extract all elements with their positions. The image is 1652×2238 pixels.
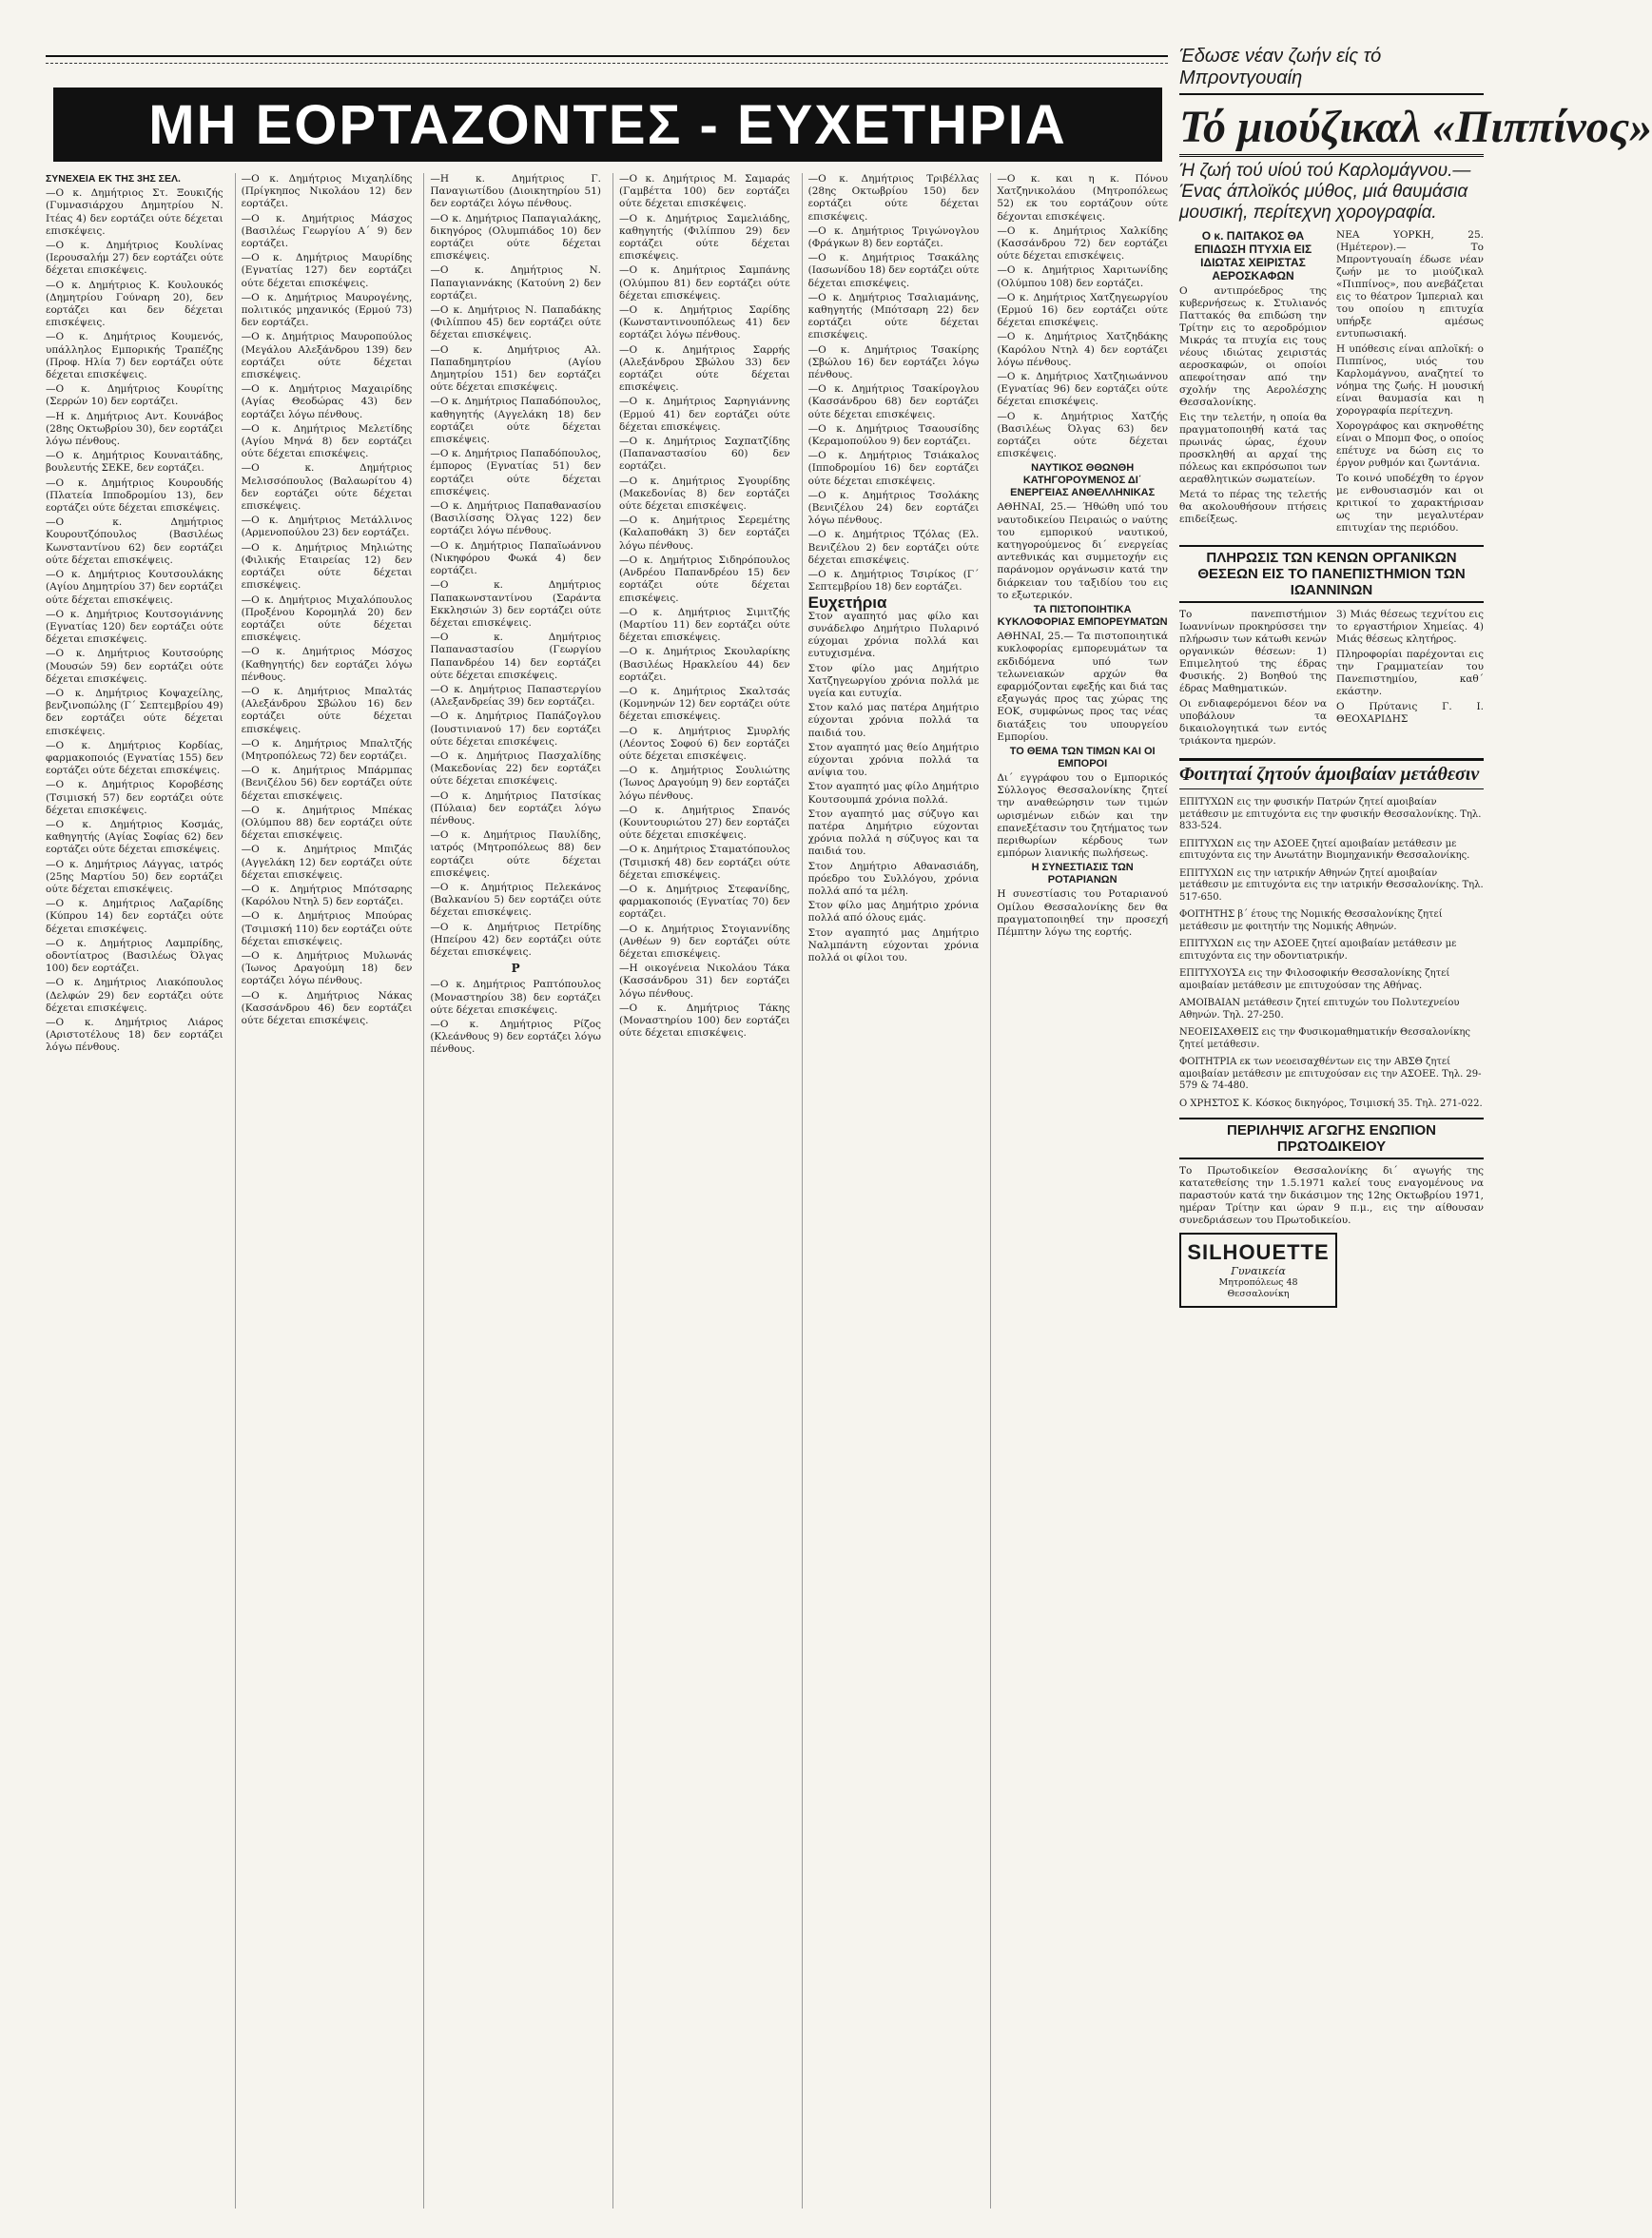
name-day-entry: Στον φίλο μας Δημήτριο χρόνια πολλά από όλους εμάς. bbox=[807, 900, 980, 924]
paragraph: Το κοινό υποδέχθη το έργον με ενθουσιασμόν και οι κριτικοί το χαρακτήρισαν ως την μεγαλυτέραν επιτυχίαν της περιόδου. bbox=[1336, 473, 1484, 534]
name-day-entry: —Ο κ. Δημήτριος Κοσμάς, καθηγητής (Αγίας Σοφίας 62) δεν εορτάζει ούτε δέχεται επισκέψεις. bbox=[46, 818, 224, 856]
name-day-entry: —Ο κ. Δημήτριος Μελισσόπουλος (Βαλαωρίτου 4) δεν εορτάζει ούτε δέχεται επισκέψεις. bbox=[241, 462, 413, 513]
name-day-entry: —Ο κ. Δημήτριος Σγουρίδης (Μακεδονίας 8) δεν εορτάζει ούτε δέχεται επισκέψεις. bbox=[619, 475, 790, 513]
name-day-entry: —Ο κ. Δημήτριος Σαρρής (Αλεξάνδρου Σβώλου 33) δεν εορτάζει ούτε δέχεται επισκέψεις. bbox=[619, 343, 790, 394]
news-headline: ΤΟ ΘΕΜΑ ΤΩΝ ΤΙΜΩΝ ΚΑΙ ΟΙ ΕΜΠΟΡΟΙ bbox=[1009, 745, 1156, 769]
classified-ad: ΦΟΙΤΗΤΡΙΑ εκ των νεοεισαχθέντων εις την ΑΒΣΘ ζητεί αμοιβαίαν μετάθεσιν με επιτυχούσαν εις την ΑΣΟΕΕ. Τηλ. 29-579 & 74-480. bbox=[1179, 1057, 1482, 1091]
news-headline: Η ΣΥΝΕΣΤΙΑΣΙΣ ΤΩΝ ΡΟΤΑΡΙΑΝΩΝ bbox=[1031, 862, 1134, 886]
notice-column-right bbox=[1336, 609, 1484, 750]
name-day-entry: —Ο κ. Δημήτριος Πασχαλίδης (Μακεδονίας 22) δεν εορτάζει ούτε δέχεται επισκέψεις. bbox=[430, 749, 601, 788]
alphabet-divider: Ρ bbox=[511, 962, 520, 976]
classified-ad: ΕΠΙΤΥΧΩΝ εις την ιατρικήν Αθηνών ζητεί αμοιβαίαν μετάθεσιν με επιτυχόντα εις την ιατρικήν Θεσσαλονίκης. Τηλ. 517-650. bbox=[1179, 867, 1484, 903]
paragraph: Χορογράφος και σκηνοθέτης είναι ο Μπομπ Φος, ο οποίος επέτυχε να δώση εις το έργον ρυθμόν και ζωντάνια. bbox=[1336, 420, 1484, 469]
name-day-entry: Δι΄ εγγράφου του ο Εμπορικός Σύλλογος Θεσσαλονίκης ζητεί την αναθεώρησιν των τιμών ωρισμένων ειδών και την επανεξέτασιν του ζητήματος των περιθωρίων κέρδους των εμπόρων λιανικής πωλήσεως. bbox=[997, 771, 1168, 860]
silhouette-ad bbox=[1179, 1233, 1337, 1308]
name-day-entry: —Ο κ. Δημήτριος Μπότσαρης (Καρόλου Ντηλ 5) δεν εορτάζει. bbox=[241, 883, 413, 908]
classified-ad: ΕΠΙΤΥΧΩΝ εις την ΑΣΟΕΕ ζητεί αμοιβαίαν μετάθεσιν με επιτυχόντα εις την οδοντιατρικήν. bbox=[1179, 939, 1457, 962]
name-day-entry: —Ο κ. Δημήτριος Μπαλτζής (Μητροπόλεως 72) δεν εορτάζει. bbox=[241, 737, 413, 762]
name-day-entry: —Ο κ. Δημήτριος Λάγγας, ιατρός (25ης Μαρτίου 50) δεν εορτάζει ούτε δέχεται επισκέψεις. bbox=[46, 858, 224, 895]
name-day-entry: Στον αγαπητό μας φίλο και συνάδελφο Δημήτριο Πυλαρινό εύχομαι χρόνια πολλά και ευτυχισμένα. bbox=[807, 610, 980, 660]
name-day-entry: —Ο κ. Δημήτριος Τσακίρογλου (Κασσάνδρου 68) δεν εορτάζει ούτε δέχεται επισκέψεις. bbox=[807, 383, 980, 420]
name-day-entry: —Ο κ. Δημήτριος Σαρίδης (Κωνσταντινουπόλεως 41) δεν εορτάζει λόγω πένθους. bbox=[619, 304, 790, 341]
name-day-entry: —Ο κ. Δημήτριος Σταματόπουλος (Τσιμισκή 48) δεν εορτάζει ούτε δέχεται επισκέψεις. bbox=[619, 844, 790, 881]
name-day-entry: —Ο κ. Δημήτριος Χαριτωνίδης (Ολύμπου 108) δεν εορτάζει. bbox=[997, 264, 1168, 289]
name-day-entry: —Ο κ. Δημήτριος Κουρίτης (Σερρών 10) δεν εορτάζει. bbox=[46, 383, 224, 408]
name-day-entry: —Ο κ. Δημήτριος Κουτσογιάννης (Εγνατίας 120) δεν εορτάζει ούτε δέχεται επισκέψεις. bbox=[46, 608, 224, 646]
name-day-entry: —Ο κ. Δημήτριος Σιδηρόπουλος (Ανδρέου Παπανδρέου 15) δεν εορτάζει ούτε δέχεται επισκέψεις. bbox=[619, 554, 790, 604]
name-day-entry: —Ο κ. Δημήτριος Μπούρας (Τσιμισκή 110) δεν εορτάζει ούτε δέχεται επισκέψεις. bbox=[241, 910, 413, 947]
name-day-entry: —Ο κ. Δημήτριος Μαχαιρίδης (Αγίας Θεοδώρας 43) δεν εορτάζει λόγω πένθους. bbox=[241, 383, 413, 420]
name-day-entry: —Ο κ. Δημήτριος Χατζηιωάννου (Εγνατίας 96) δεν εορτάζει ούτε δέχεται επισκέψεις. bbox=[997, 371, 1168, 408]
right-sidebar bbox=[1179, 46, 1652, 2214]
name-day-entry: —Ο κ. Δημήτριος Μυλωνάς (Ίωνος Δραγούμη 18) δεν εορτάζει λόγω πένθους. bbox=[241, 949, 413, 987]
name-day-entry: —Ο κ. Δημήτριος Μόσχος (Καθηγητής) δεν εορτάζει λόγω πένθους. bbox=[241, 646, 413, 683]
paragraph: Η υπόθεσις είναι απλοϊκή: ο Πιππίνος, υιός του Καρλομάγνου, αναζητεί το νόημα της ζωής. Η μουσική είναι θαυμασία και η χορογραφία περίτεχνη. bbox=[1336, 343, 1484, 417]
name-day-entry: —Ο κ. Δημήτριος Τσακάλης (Ιασωνίδου 18) δεν εορτάζει ούτε δέχεται επισκέψεις. bbox=[807, 252, 980, 289]
name-day-entry: —Ο κ. Δημήτριος Παπαγιαλάκης, δικηγόρος (Ολυμπιάδος 10) δεν εορτάζει ούτε δέχεται επισκέψεις. bbox=[430, 212, 601, 263]
name-day-entry: —Ο κ. Δημήτριος Μελετίδης (Αγίου Μηνά 8) δεν εορτάζει ούτε δέχεται επισκέψεις. bbox=[241, 422, 413, 460]
name-day-entry: —Ο κ. Δημήτριος Σουλιώτης (Ίωνος Δραγούμη 9) δεν εορτάζει λόγω πένθους. bbox=[619, 765, 790, 802]
name-day-column bbox=[235, 173, 413, 2209]
paragraph: Εις την τελετήν, η οποία θα πραγματοποιηθή κατά τας πρωινάς ώρας, έχουν προσκληθή αι αρχαί της πόλεως και εκπρόσωποι των αεραθλητικών σωματείων. bbox=[1179, 412, 1327, 485]
name-day-entry: —Ο κ. Δημήτριος Μ. Σαμαράς (Γαμβέττα 100) δεν εορτάζει ούτε δέχεται επισκέψεις. bbox=[619, 173, 790, 210]
paragraph: Το πανεπιστήμιον Ιωαννίνων προκηρύσσει την πλήρωσιν των κάτωθι κενών οργανικών θέσεων: 1) Επιμελητού της έδρας Φυσικής. 2) Βοηθού της έδρας Μαθηματικών. bbox=[1179, 609, 1327, 694]
article-column-right bbox=[1336, 229, 1484, 537]
name-day-entry: —Ο κ. Δημήτριος Παπαδόπουλος, καθηγητής (Αγγελάκη 18) δεν εορτάζει ούτε δέχεται επισκέψεις. bbox=[430, 396, 601, 446]
name-day-entry: —Ο κ. Δημήτριος Κορδίας, φαρμακοποιός (Εγνατίας 155) δεν εορτάζει ούτε δέχεται επισκέψεις. bbox=[46, 739, 224, 777]
name-day-entry: —Ο κ. Δημήτριος Παπαθανασίου (Βασιλίσσης Όλγας 122) δεν εορτάζει λόγω πένθους. bbox=[430, 500, 601, 537]
name-day-entry: —Ο κ. Δημήτριος Μαυροπούλος (Μεγάλου Αλεξάνδρου 139) δεν εορτάζει ούτε δέχεται επισκέψεις. bbox=[241, 331, 413, 381]
continuation-label: ΣΥΝΕΧΕΙΑ ΕΚ ΤΗΣ 3ΗΣ ΣΕΛ. bbox=[46, 173, 181, 185]
name-day-entry: —Ο κ. Δημήτριος Χαλκίδης (Κασσάνδρου 72) δεν εορτάζει ούτε δέχεται επισκέψεις. bbox=[997, 224, 1168, 263]
name-day-entry: —Ο κ. Δημήτριος Λαμπρίδης, οδοντίατρος (Βασιλέως Όλγας 100) δεν εορτάζει. bbox=[46, 937, 224, 975]
name-day-entry: —Η κ. Δημήτριος Γ. Παναγιωτίδου (Διοικητηρίου 51) δεν εορτάζει λόγω πένθους. bbox=[430, 173, 601, 210]
name-day-entry: —Ο κ. Δημήτριος Κουτσούρης (Μουσών 59) δεν εορτάζει ούτε δέχεται επισκέψεις. bbox=[46, 648, 224, 685]
name-day-entry: —Ο κ. Δημήτριος Κοψαχείλης, βενζινοπώλης (Γ΄ Σεπτεμβρίου 49) δεν εορτάζει ούτε δέχεται επισκέψεις. bbox=[46, 687, 224, 737]
name-day-entry: —Ο κ. Δημήτριος Μάσχος (Βασιλέως Γεωργίου Α΄ 9) δεν εορτάζει. bbox=[241, 212, 413, 250]
name-day-entry: —Ο κ. Δημήτριος Μαυρογένης, πολιτικός μηχανικός (Ερμού 73) δεν εορτάζει. bbox=[241, 291, 413, 329]
name-day-entry: —Ο κ. Δημήτριος Κουρουδής (Πλατεία Ιπποδρομίου 13), δεν εορτάζει ούτε δέχεται επισκέψεις. bbox=[46, 477, 224, 515]
name-day-entry: —Ο κ. Δημήτριος Ν. Παπαδάκης (Φιλίππου 45) δεν εορτάζει ούτε δέχεται επισκέψεις. bbox=[430, 304, 601, 341]
name-day-entry: —Ο κ. Δημήτριος Πατσίκας (Πύλαια) δεν εορτάζει λόγω πένθους. bbox=[430, 789, 601, 827]
news-headline: ΝΑΥΤΙΚΟΣ ΘΘΩΝΘΗ ΚΑΤΗΓΟΡΟΥΜΕΝΟΣ ΔΙ΄ ΕΝΕΡΓΕΙΑΣ ΑΝΘΕΛΛΗΝΙΚΑΣ bbox=[1010, 462, 1156, 499]
name-day-entry: —Ο κ. Δημήτριος Τζόλας (Ελ. Βενιζέλου 2) δεν εορτάζει ούτε δέχεται επισκέψεις. bbox=[807, 529, 980, 566]
paragraph: ΝΕΑ ΥΟΡΚΗ, 25. (Ημέτερον).— Το Μπροντγουαίη έδωσε νέαν ζωήν με το μιούζικαλ «Πιππίνος», που ανεβάζεται εις το θέατρον Ίμπεριαλ και του οποίου η επιτυχία υπήρξε αμέσως εντυπωσιακή. bbox=[1336, 229, 1484, 340]
name-day-entry: —Ο κ. Δημήτριος Παπαϊωάννου (Νικηφόρου Φωκά 4) δεν εορτάζει. bbox=[430, 539, 601, 577]
name-day-entry: —Ο κ. Δημήτριος Παπάζογλου (Ιουστινιανού 17) δεν εορτάζει ούτε δέχεται επισκέψεις. bbox=[430, 710, 601, 748]
name-day-entry: —Ο κ. Δημήτριος Σκαλτσάς (Κομνηνών 12) δεν εορτάζει ούτε δέχεται επισκέψεις. bbox=[619, 685, 790, 723]
article-deck: Ή ζωή τού υίού τού Καρλομάγνου.— Ένας άπλοϊκός μύθος, μιά θαυμάσια μουσική, περίτεχνη χορογραφία. bbox=[1179, 161, 1471, 223]
classified-ad: ΕΠΙΤΥΧΩΝ εις την ΑΣΟΕΕ ζητεί αμοιβαίαν μετάθεσιν με επιτυχόντα εις την Ανωτάτην Βιομηχανικήν Θεσσαλονίκης. bbox=[1179, 838, 1470, 861]
name-day-entry: Στον αγαπητό μας φίλο Δημήτριο Κουτσουμπά χρόνια πολλά. bbox=[807, 781, 980, 806]
name-day-entry: —Ο κ. Δημήτριος Σαμπάνης (Ολύμπου 81) δεν εορτάζει ούτε δέχεται επισκέψεις. bbox=[619, 264, 790, 302]
name-day-entry: —Ο κ. Δημήτριος Σαχπατζίδης (Παπαναστασίου 60) δεν εορτάζει. bbox=[619, 436, 790, 473]
notice-column-left bbox=[1179, 609, 1327, 750]
name-day-entry: —Ο κ. Δημήτριος Νάκας (Κασσάνδρου 46) δεν εορτάζει ούτε δέχεται επισκέψεις. bbox=[241, 989, 413, 1026]
name-day-entry: —Η οικογένεια Νικολάου Τάκα (Κασσάνδρου 31) δεν εορτάζει λόγω πένθους. bbox=[619, 963, 790, 1000]
name-day-entry: —Ο κ. Δημήτριος Τσαλιαμάνης, καθηγητής (Μπότσαρη 22) δεν εορτάζει ούτε δέχεται επισκέψεις. bbox=[807, 291, 980, 341]
classifieds-list bbox=[1179, 797, 1484, 1110]
name-day-entry: —Ο κ. Δημήτριος Παπαστεργίου (Αλεξανδρείας 39) δεν εορτάζει. bbox=[430, 683, 601, 709]
top-rule bbox=[46, 55, 1168, 57]
name-day-entry: Στον αγαπητό μας σύζυγο και πατέρα Δημήτριο εύχονται χρόνια πολλά η σύζυγος και τα παιδιά του. bbox=[807, 808, 980, 858]
name-day-column bbox=[612, 173, 790, 2209]
name-day-entry: —Ο κ. Δημήτριος Μαυρίδης (Εγνατίας 127) δεν εορτάζει ούτε δέχεται επισκέψεις. bbox=[241, 252, 413, 289]
name-day-entry: —Ο κ. Δημήτριος Τριγώνογλου (Φράγκων 8) δεν εορτάζει. bbox=[807, 224, 980, 250]
name-day-column bbox=[990, 173, 1168, 2209]
name-day-entry: —Ο κ. Δημήτριος Κουναιτάδης, βουλευτής ΣΕΚΕ, δεν εορτάζει. bbox=[46, 450, 224, 475]
name-day-entry: —Ο κ. Δημήτριος Στ. Ξουκιζής (Γυμνασιάρχου Δημητρίου Ν. Ιτέας 4) δεν εορτάζει ούτε δέχεται επισκέψεις. bbox=[46, 187, 224, 237]
name-day-entry: —Ο κ. Δημήτριος Μιχαηλίδης (Πρίγκηπος Νικολάου 12) δεν εορτάζει. bbox=[241, 173, 413, 210]
classified-ad: ΕΠΙΤΥΧΩΝ εις την φυσικήν Πατρών ζητεί αμοιβαίαν μετάθεσιν με επιτυχόντα εις την φυσικήν Θεσσαλονίκης. Τηλ. 833-524. bbox=[1179, 797, 1482, 831]
name-day-entry: —Ο κ. Δημήτριος Μπέκας (Ολύμπου 88) δεν εορτάζει ούτε δέχεται επισκέψεις. bbox=[241, 804, 413, 842]
name-day-entry: —Ο κ. Δημήτριος Μηλιώτης (Φιλικής Εταιρείας 12) δεν εορτάζει ούτε δέχεται επισκέψεις. bbox=[241, 541, 413, 592]
name-day-column bbox=[423, 173, 601, 2209]
silhouette-subtitle: Γυναικεία bbox=[1231, 1265, 1286, 1277]
name-day-entry: —Ο κ. Δημήτριος Ν. Παπαγιαννάκης (Κατούνη 2) δεν εορτάζει. bbox=[430, 264, 601, 302]
paragraph: Ο Πρύτανις Γ. Ι. ΘΕΟΧΑΡΙΔΗΣ bbox=[1336, 701, 1484, 725]
name-day-entry: —Ο κ. Δημήτριος Αλ. Παπαδημητρίου (Αγίου Δημητρίου 151) δεν εορτάζει ούτε δέχεται επισκέψεις. bbox=[430, 343, 601, 394]
name-day-entry: —Ο κ. Δημήτριος Τσακίρης (Σβώλου 16) δεν εορτάζει λόγω πένθους. bbox=[807, 343, 980, 381]
paragraph: Πληροφορίαι παρέχονται εις την Γραμματείαν του Πανεπιστημίου, καθ΄ εκάστην. bbox=[1336, 649, 1484, 697]
university-notice-body bbox=[1179, 609, 1484, 750]
name-day-entry: —Ο κ. Δημήτριος Κ. Κουλουκός (Δημητρίου Γούναρη 20), δεν εορτάζει και δεν δέχεται επισκέψεις. bbox=[46, 279, 224, 329]
name-day-entry: Στον αγαπητό μας Δημήτριο Ναλμπάντη εύχονται χρόνια πολλά οι φίλοι του. bbox=[807, 926, 980, 963]
name-day-entry: ΑΘΗΝΑΙ, 25.— Τα πιστοποιητικά κυκλοφορίας εμπορευμάτων τα εκδιδόμενα υπό των τελωνειακών αρχών θα εφαρμόζονται εφεξής και διά τας εξαγωγάς προς τας χώρας της ΕΟΚ, συμφώνως προς τας νέας διατάξεις του υπουργείου Εμπορίου. bbox=[997, 631, 1168, 743]
name-day-entry: —Ο κ. και η κ. Πόνου Χατζηνικολάου (Μητροπόλεως 52) εκ του εορτάζουν ούτε δέχονται επισκέψεις. bbox=[997, 173, 1168, 223]
name-day-entry: —Ο κ. Δημήτριος Σιμιτζής (Μαρτίου 11) δεν εορτάζει ούτε δέχεται επισκέψεις. bbox=[619, 606, 790, 644]
name-day-entry: —Ο κ. Δημήτριος Ραπτόπουλος (Μοναστηρίου 38) δεν εορτάζει ούτε δέχεται επισκέψεις. bbox=[430, 979, 601, 1016]
paragraph: 3) Μιάς θέσεως τεχνίτου εις το εργαστήριον Χημείας. 4) Μιάς θέσεως κλητήρος. bbox=[1336, 609, 1484, 645]
name-day-entry: —Ο κ. Δημήτριος Σπανός (Κουντουριώτου 27) δεν εορτάζει ούτε δέχεται επισκέψεις. bbox=[619, 804, 790, 842]
name-day-entry: —Ο κ. Δημήτριος Τσαουσίδης (Κεραμοπούλου 9) δεν εορτάζει. bbox=[807, 422, 980, 448]
classified-ad: ΝΕΟΕΙΣΑΧΘΕΙΣ εις την Φυσικομαθηματικήν Θεσσαλονίκης ζητεί μετάθεσιν. bbox=[1179, 1027, 1471, 1050]
name-day-entry: —Ο κ. Δημήτριος Παπαναστασίου (Γεωργίου Παπανδρέου 14) δεν εορτάζει ούτε δέχεται επισκέψεις. bbox=[430, 632, 601, 681]
name-day-entry: Στον Δημήτριο Αθανασιάδη, πρόεδρο του Συλλόγου, χρόνια πολλά από τα μέλη. bbox=[807, 860, 980, 897]
name-day-entry: —Ο κ. Δημήτριος Χατζηγεωργίου (Ερμού 16) δεν εορτάζει ούτε δέχεται επισκέψεις. bbox=[997, 291, 1168, 329]
paragraph: Οι ενδιαφερόμενοι δέον να υποβάλουν τα δικαιολογητικά των εντός τριάκοντα ημερών. bbox=[1179, 698, 1327, 747]
name-day-entry: —Ο κ. Δημήτριος Μπαλτάς (Αλεξάνδρου Σβώλου 16) δεν εορτάζει ούτε δέχεται επισκέψεις. bbox=[241, 685, 413, 735]
article-column-left bbox=[1179, 229, 1327, 537]
name-day-entry: —Ο κ. Δημήτριος Κουτσουλάκης (Αγίου Δημητρίου 37) δεν εορτάζει ούτε δέχεται επισκέψεις. bbox=[46, 569, 224, 606]
name-day-entry: —Ο κ. Δημήτριος Λαζαρίδης (Κύπρου 14) δεν εορτάζει ούτε δέχεται επισκέψεις. bbox=[46, 898, 224, 935]
name-day-entry: —Ο κ. Δημήτριος Κουρουτζόπουλος (Βασιλέως Κωνσταντίνου 62) δεν εορτάζει ούτε δέχεται επισκέψεις. bbox=[46, 516, 224, 566]
name-day-entry: Στον αγαπητό μας θείο Δημήτριο εύχονται χρόνια πολλά τα ανίψια του. bbox=[807, 741, 980, 779]
name-day-entry: —Ο κ. Δημήτριος Τσολάκης (Βενιζέλου 24) δεν εορτάζει λόγω πένθους. bbox=[807, 489, 980, 527]
name-day-entry: —Ο κ. Δημήτριος Χατζηδάκης (Καρόλου Ντηλ 4) δεν εορτάζει λόγω πένθους. bbox=[997, 331, 1168, 368]
classified-ad: Ο ΧΡΗΣΤΟΣ Κ. Κόσκος δικηγόρος, Τσιμισκή 35. Τηλ. 271-022. bbox=[1179, 1098, 1483, 1109]
paragraph: Ο αντιπρόεδρος της κυβερνήσεως κ. Στυλιανός Παττακός θα επιδώση την Τρίτην εις το αεροδρόμιον Μικράς τα πτυχία εις τους νέους ιδιώτας χειριστάς αεροσκαφών, οι οποίοι απεφοίτησαν από την σχολήν της Αερολέσχης Θεσσαλονίκης. bbox=[1179, 285, 1327, 408]
name-day-entry: —Ο κ. Δημήτριος Παπαδόπουλος, έμπορος (Εγνατίας 51) δεν εορτάζει ούτε δέχεται επισκέψεις. bbox=[430, 448, 601, 497]
name-day-entry: —Ο κ. Δημήτριος Στογιαννίδης (Ανθέων 9) δεν εορτάζει ούτε δέχεται επισκέψεις. bbox=[619, 923, 790, 960]
section-subhead: Ευχετήρια bbox=[807, 593, 887, 612]
name-day-entry: —Ο κ. Δημήτριος Στεφανίδης, φαρμακοποιός (Εγνατίας 70) δεν εορτάζει. bbox=[619, 883, 790, 921]
name-day-entry: —Ο κ. Δημήτριος Σαμελιάδης, καθηγητής (Φιλίππου 29) δεν εορτάζει ούτε δέχεται επισκέψεις. bbox=[619, 212, 790, 263]
news-headline: ΤΑ ΠΙΣΤΟΠΟΙΗΤΙΚΑ ΚΥΚΛΟΦΟΡΙΑΣ ΕΜΠΟΡΕΥΜΑΤΩΝ bbox=[997, 604, 1168, 629]
name-day-entry: —Ο κ. Δημήτριος Χατζής (Βασιλέως Όλγας 63) δεν εορτάζει ούτε δέχεται επισκέψεις. bbox=[997, 410, 1168, 460]
paragraph: Μετά το πέρας της τελετής θα ακολουθήσουν πτήσεις επιδείξεως. bbox=[1179, 489, 1327, 525]
name-day-entry: —Ο κ. Δημήτριος Πελεκάνος (Βαλκανίου 5) δεν εορτάζει ούτε δέχεται επισκέψεις. bbox=[430, 881, 601, 919]
university-notice-headline: ΠΛΗΡΩΣΙΣ ΤΩΝ ΚΕΝΩΝ ΟΡΓΑΝΙΚΩΝ ΘΕΣΕΩΝ ΕΙΣ ΤΟ ΠΑΝΕΠΙΣΤΗΜΙΟΝ ΤΩΝ ΙΩΑΝΝΙΝΩΝ bbox=[1179, 545, 1484, 603]
classified-ad: ΦΟΙΤΗΤΗΣ β΄ έτους της Νομικής Θεσσαλονίκης ζητεί μετάθεσιν με φοιτητήν της Νομικής Αθηνών. bbox=[1179, 909, 1443, 932]
classifieds-headline: Φοιτηταί ζητούν άμοιβαίαν μετάθεσιν bbox=[1179, 758, 1484, 789]
silhouette-address: Μητροπόλεως 48 Θεσσαλονίκη bbox=[1218, 1277, 1298, 1299]
name-day-entry: ΑΘΗΝΑΙ, 25.— Ήθώθη υπό του ναυτοδικείου Πειραιώς ο ναύτης του εμπορικού ναυτικού, κατηγορούμενος δι΄ ενεργείας αντεθνικάς και συμμετοχήν εις παράνομον οργάνωσιν κατά την διάρκειαν του ταξιδίου του εις το εξωτερικόν. bbox=[997, 501, 1168, 601]
name-day-entry: —Η κ. Δημήτριος Αντ. Κουνάβος (28ης Οκτωβρίου 30), δεν εορτάζει λόγω πένθους. bbox=[46, 410, 224, 448]
name-day-entry: —Ο κ. Δημήτριος Κοροβέσης (Τσιμισκή 57) δεν εορτάζει ούτε δέχεται επισκέψεις. bbox=[46, 779, 224, 816]
name-day-entry: —Ο κ. Δημήτριος Παπακωνσταντίνου (Σαράντα Εκκλησιών 3) δεν εορτάζει ούτε δέχεται επισκέψεις. bbox=[430, 579, 601, 629]
silhouette-logo: SILHOUETTE bbox=[1187, 1240, 1330, 1264]
article-headline: Τό μιούζικαλ «Πιππίνος» bbox=[1179, 101, 1484, 157]
name-day-entry: —Ο κ. Δημήτριος Τάκης (Μοναστηρίου 100) δεν εορτάζει ούτε δέχεται επισκέψεις. bbox=[619, 1002, 790, 1040]
name-day-entry: —Ο κ. Δημήτριος Τσιρίκος (Γ΄ Σεπτεμβρίου 18) δεν εορτάζει. bbox=[807, 569, 980, 594]
name-day-entry: —Ο κ. Δημήτριος Σαρηγιάννης (Ερμού 41) δεν εορτάζει ούτε δέχεται επισκέψεις. bbox=[619, 396, 790, 433]
name-day-column bbox=[46, 173, 224, 2209]
banner-title: ΜΗ ΕΟΡΤΑΖΟΝΤΕΣ - ΕΥΧΕΤΗΡΙΑ bbox=[53, 88, 1162, 162]
name-day-entry: —Ο κ. Δημήτριος Σκουλαρίκης (Βασιλέως Ηρακλείου 44) δεν εορτάζει. bbox=[619, 646, 790, 683]
name-day-entry: —Ο κ. Δημήτριος Μπιζάς (Αγγελάκη 12) δεν εορτάζει ούτε δέχεται επισκέψεις. bbox=[241, 844, 413, 881]
article-body bbox=[1179, 229, 1484, 537]
name-day-entry: —Ο κ. Δημήτριος Μιχαλόπουλος (Προξένου Κορομηλά 20) δεν εορτάζει ούτε δέχεται επισκέψεις. bbox=[241, 594, 413, 644]
top-dashed-rule bbox=[46, 63, 1168, 64]
name-day-entry: —Ο κ. Δημήτριος Ρίζος (Κλεάνθους 9) δεν εορτάζει λόγω πένθους. bbox=[430, 1019, 601, 1056]
name-day-entry: —Ο κ. Δημήτριος Σερεμέτης (Καλαποθάκη 3) δεν εορτάζει λόγω πένθους. bbox=[619, 515, 790, 552]
name-day-entry: —Ο κ. Δημήτριος Τριβέλλας (28ης Οκτωβρίου 150) δεν εορτάζει ούτε δέχεται επισκέψεις. bbox=[807, 173, 980, 223]
name-day-entry: —Ο κ. Δημήτριος Σμυρλής (Λέοντος Σοφού 6) δεν εορτάζει ούτε δέχεται επισκέψεις. bbox=[619, 725, 790, 762]
name-day-entry: —Ο κ. Δημήτριος Κουμενός, υπάλληλος Εμπορικής Τραπέζης (Προφ. Ηλία 7) δεν εορτάζει ούτε δέχεται επισκέψεις. bbox=[46, 331, 224, 381]
name-day-entry: —Ο κ. Δημήτριος Παυλίδης, ιατρός (Μητροπόλεως 88) δεν εορτάζει ούτε δέχεται επισκέψεις. bbox=[430, 829, 601, 879]
name-day-entry: Η συνεστίασις του Ροταριανού Ομίλου Θεσσαλονίκης δεν θα πραγματοποιηθεί την προσεχή Πέμπτην λόγω της εορτής. bbox=[997, 888, 1168, 938]
name-day-entry: —Ο κ. Δημήτριος Λιακόπουλος (Δελφών 29) δεν εορτάζει ούτε δέχεται επισκέψεις. bbox=[46, 977, 224, 1014]
classified-ad: ΕΠΙΤΥΧΟΥΣΑ εις την Φιλοσοφικήν Θεσσαλονίκης ζητεί αμοιβαίαν μετάθεσιν με επιτυχούσαν της Αθήνας. bbox=[1179, 968, 1450, 991]
article-kicker: Έδωσε νέαν ζωήν είς τό Μπροντγουαίη bbox=[1179, 46, 1484, 95]
name-day-entry: Στον καλό μας πατέρα Δημήτριο εύχονται χρόνια πολλά τα παιδιά του. bbox=[807, 702, 980, 739]
classified-ad: ΑΜΟΙΒΑΙΑΝ μετάθεσιν ζητεί επιτυχών του Πολυτεχνείου Αθηνών. Τηλ. 27-250. bbox=[1179, 998, 1460, 1021]
legal-notice-headline: ΠΕΡΙΛΗΨΙΣ ΑΓΩΓΗΣ ΕΝΩΠΙΟΝ ΠΡΩΤΟΔΙΚΕΙΟΥ bbox=[1179, 1118, 1484, 1159]
name-day-entry: —Ο κ. Δημήτριος Λιάρος (Αριστοτέλους 18) δεν εορτάζει λόγω πένθους. bbox=[46, 1017, 224, 1054]
name-day-entry: —Ο κ. Δημήτριος Τσιάκαλος (Ιπποδρομίου 16) δεν εορτάζει ούτε δέχεται επισκέψεις. bbox=[807, 450, 980, 487]
news-headline: Ο κ. ΠΑΙΤΑΚΟΣ ΘΑ ΕΠΙΔΩΣΗ ΠΤΥΧΙΑ ΕΙΣ ΙΔΙΩΤΑΣ ΧΕΙΡΙΣΤΑΣ ΑΕΡΟΣΚΑΦΩΝ bbox=[1194, 229, 1312, 282]
name-day-entry: Στον φίλο μας Δημήτριο Χατζηγεωργίου χρόνια πολλά με υγεία και ευτυχία. bbox=[807, 662, 980, 699]
name-day-column bbox=[802, 173, 980, 2209]
name-day-entry: —Ο κ. Δημήτριος Μπάρμπας (Βενιζέλου 56) δεν εορτάζει ούτε δέχεται επισκέψεις. bbox=[241, 765, 413, 802]
name-day-entry: —Ο κ. Δημήτριος Κουλίνας (Ιερουσαλήμ 27) δεν εορτάζει ούτε δέχεται επισκέψεις. bbox=[46, 240, 224, 277]
name-day-columns bbox=[46, 173, 1168, 2209]
name-day-entry: —Ο κ. Δημήτριος Μετάλλινος (Αρμενοπούλου 23) δεν εορτάζει. bbox=[241, 515, 413, 539]
legal-notice-body: Το Πρωτοδικείον Θεσσαλονίκης δι΄ αγωγής της κατατεθείσης την 1.5.1971 καλεί τους εναγομένους να παραστούν κατά την δικάσιμον της 12ης Οκτωβρίου 1971, ημέραν Τρίτην και ώραν 9 π.μ., εις την αίθουσαν συνεδριάσεων του Πρωτοδικείου. bbox=[1179, 1165, 1484, 1226]
name-day-entry: —Ο κ. Δημήτριος Πετρίδης (Ηπείρου 42) δεν εορτάζει ούτε δέχεται επισκέψεις. bbox=[430, 921, 601, 958]
